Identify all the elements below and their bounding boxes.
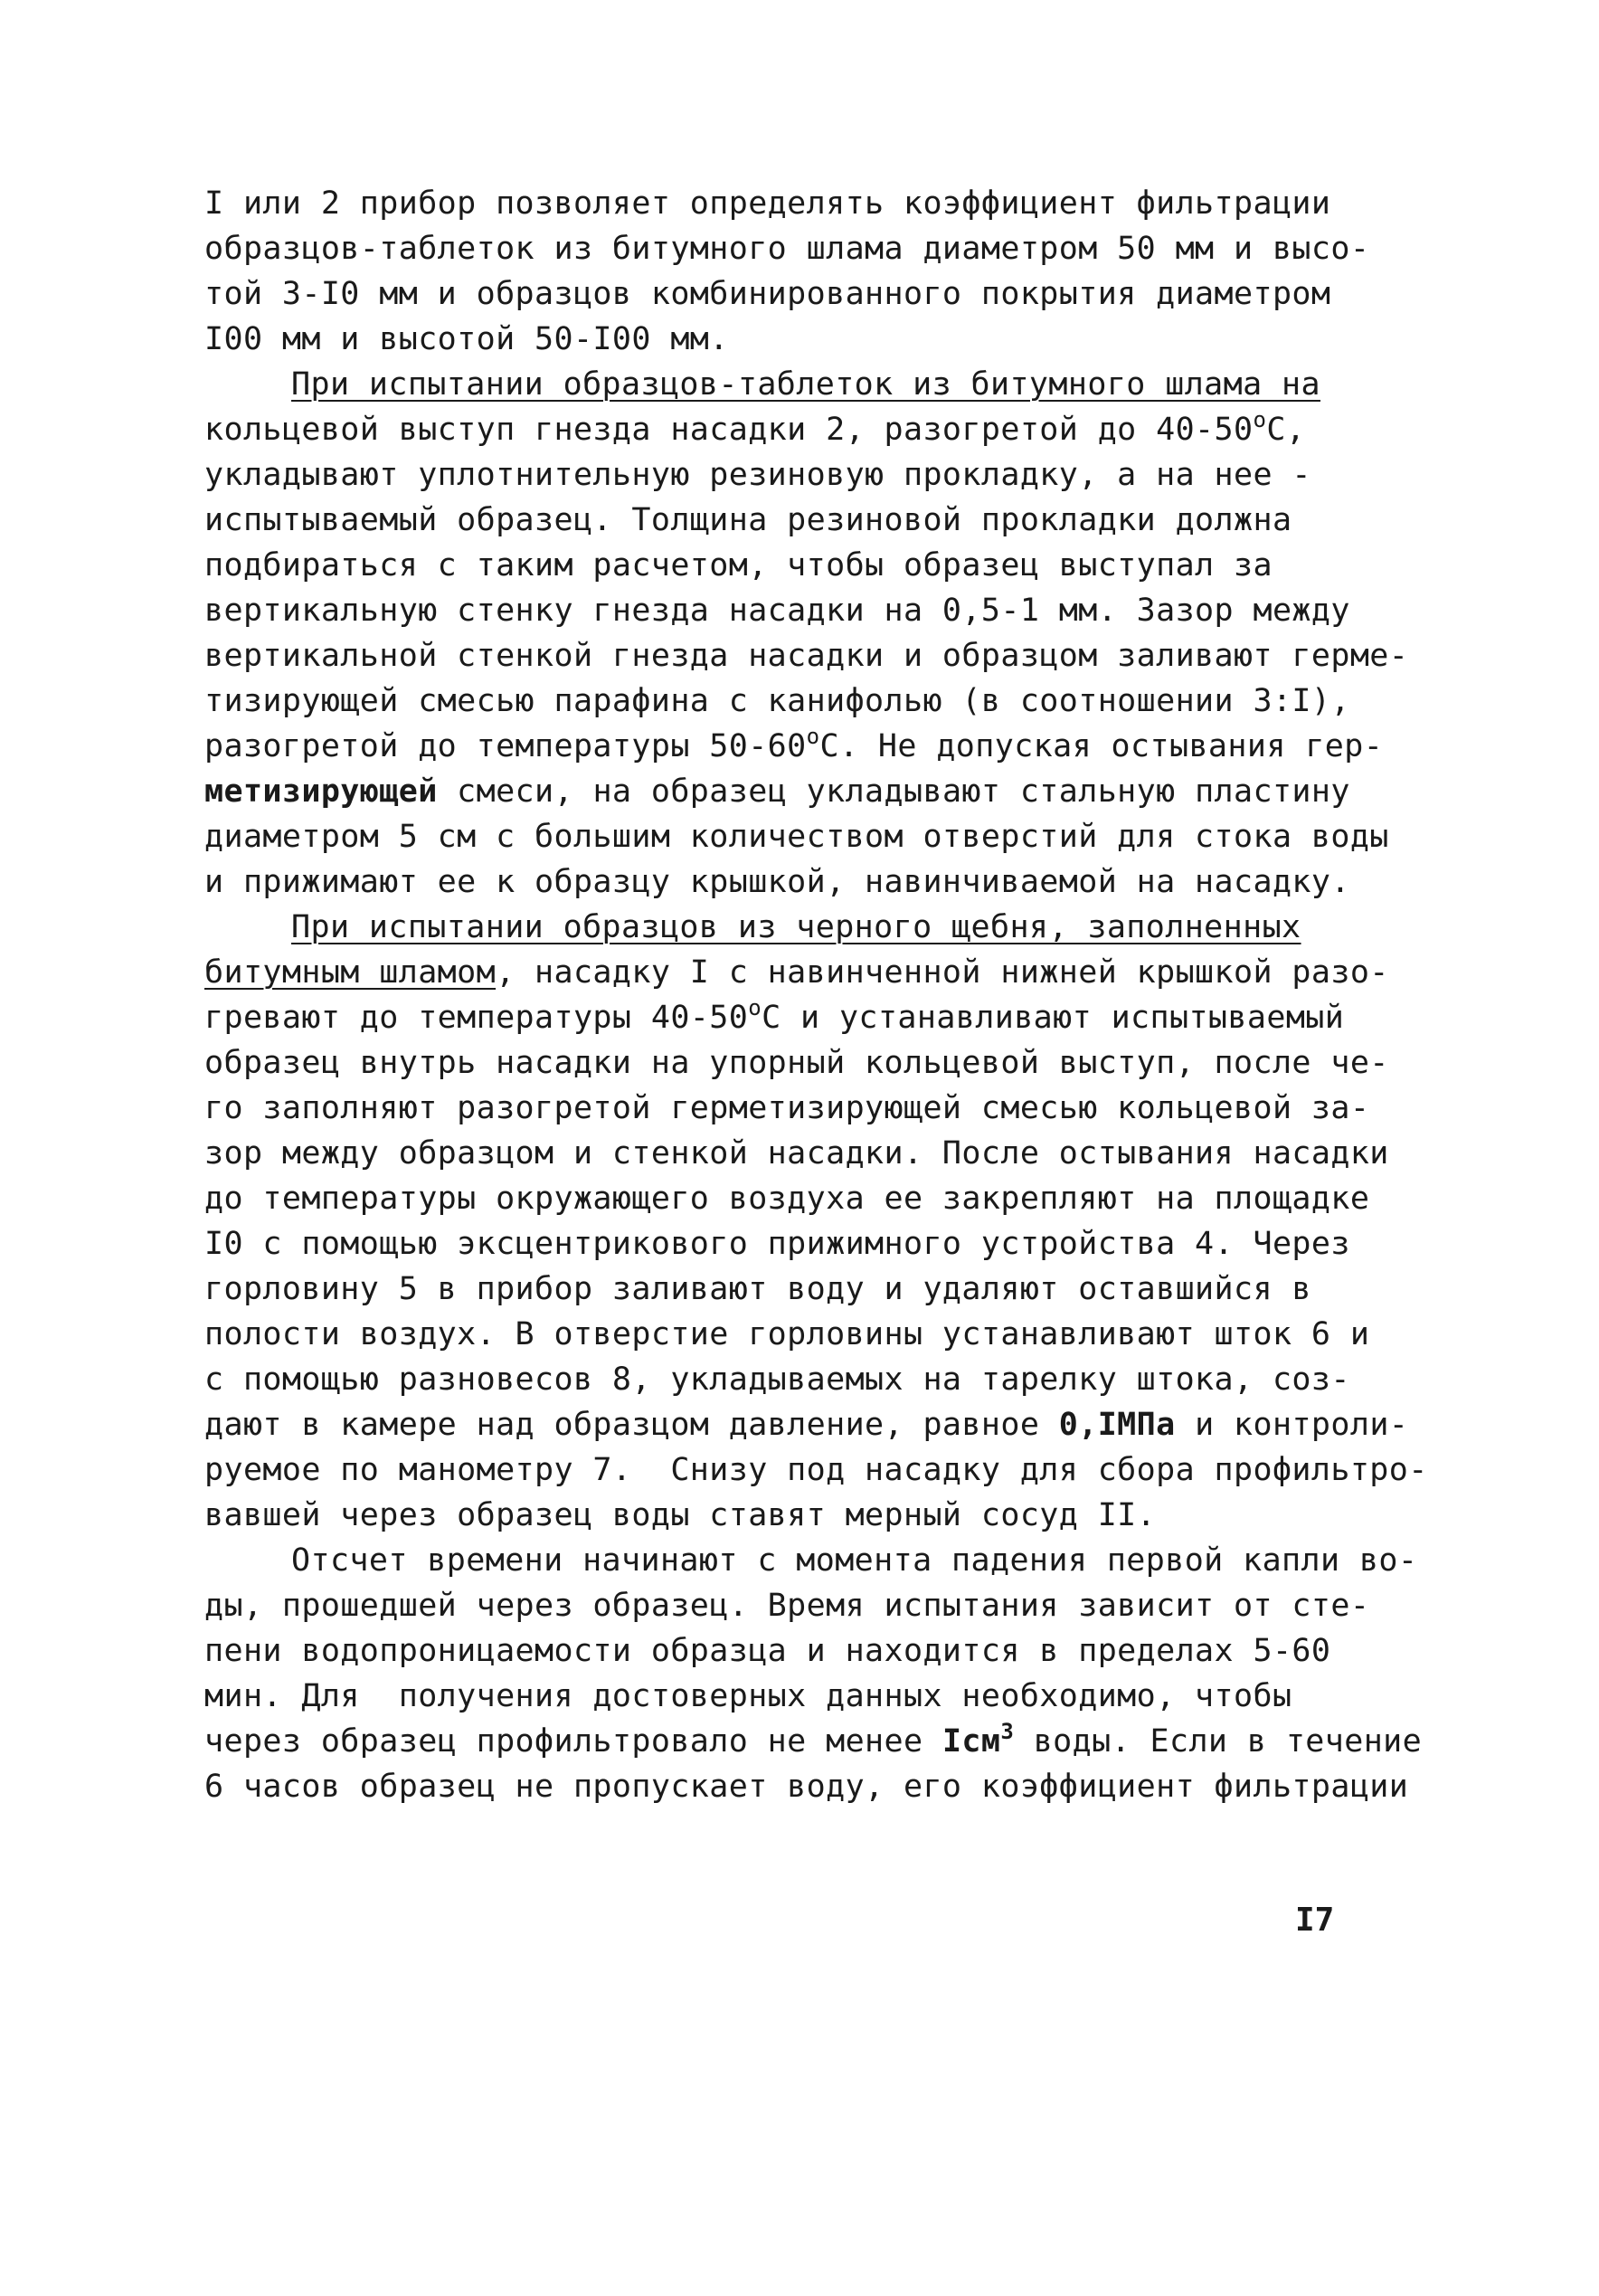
text-fragment: разогретой до температуры 50-60 [204,728,807,764]
text-line [204,1402,1409,1447]
page-number: I7 [1295,1902,1335,1939]
underlined-heading: битумным шламом [204,954,497,991]
text-line [204,950,1389,995]
text-fragment: , насадку I с навинченной нижней крышкой разо- [496,954,1389,991]
text-line [204,769,1380,814]
text-line: подбираться с таким расчетом, чтобы образец выступал за [204,547,1273,583]
volume-value: Iсм [941,1723,1001,1760]
text-line: зор между образцом и стенкой насадки. После остывания насадки [204,1135,1389,1172]
bold-word: метизирующей [204,773,438,810]
text-line: горловину 5 в прибор заливают воду и удаляют оставшийся в [204,1271,1311,1307]
text-line: до температуры окружающего воздуха ее закрепляют на площадке [204,1181,1370,1217]
text-line: полости воздух. В отверстие горловины устанавливают шток 6 и [204,1316,1370,1352]
text-line [204,407,1380,452]
text-line: пени водопроницаемости образца и находится в пределах 5-60 [204,1633,1331,1669]
text-fragment: С, [1266,412,1306,448]
text-line [204,995,1380,1040]
pressure-value: 0,IМПа [1058,1407,1176,1443]
text-line: Отсчет времени начинают с момента падения первой капли во- [291,1542,1418,1579]
text-line: 6 часов образец не пропускает воду, его коэффициент фильтрации [204,1769,1409,1805]
text-line [204,1719,1423,1764]
text-fragment: воды. Если в течение [1014,1723,1423,1760]
text-fragment: дают в камере над образцом давление, равное [204,1407,1059,1443]
text-line: вертикальную стенку гнезда насадки на 0,5-1 мм. Зазор между [204,593,1350,629]
text-line: тизирующей смесью парафина с канифолью (в соотношении 3:I), [204,683,1350,719]
text-line [204,905,1380,950]
text-fragment: гревают до температуры 40-50 [204,1000,749,1036]
text-line: диаметром 5 см с большим количеством отверстий для стока воды [204,819,1389,855]
text-line: и прижимают ее к образцу крышкой, навинчиваемой на насадку. [204,864,1350,900]
text-line [204,724,1384,769]
text-fragment: С. Не допуская остывания гер- [819,728,1384,764]
text-line: укладывают уплотнительную резиновую прокладку, а на нее - [204,457,1311,493]
text-line: образец внутрь насадки на упорный кольцевой выступ, после че- [204,1045,1389,1081]
text-fragment: смеси, на образец укладывают стальную пластину [437,773,1350,810]
degree-mark: о [748,995,762,1020]
text-line [204,362,1380,407]
text-fragment: через образец профильтровало не менее [204,1723,942,1760]
cube-mark: 3 [1000,1719,1015,1744]
text-line: I или 2 прибор позволяет определять коэффициент фильтрации [204,185,1331,222]
body-text [204,181,1428,1809]
text-line: мин. Для получения достоверных данных необходимо, чтобы [204,1678,1292,1714]
text-line: I0 с помощью эксцентрикового прижимного устройства 4. Через [204,1226,1350,1262]
text-line: I00 мм и высотой 50-I00 мм. [204,321,729,357]
text-fragment: кольцевой выступ гнезда насадки 2, разогретой до 40-50 [204,412,1254,448]
text-line: вавшей через образец воды ставят мерный сосуд II. [204,1497,1157,1533]
text-line: образцов-таблеток из битумного шлама диаметром 50 мм и высо- [204,231,1370,267]
text-line: руемое по манометру 7. Снизу под насадку для сбора профильтро- [204,1452,1428,1488]
text-line: ды, прошедшей через образец. Время испытания зависит от сте- [204,1588,1370,1624]
underlined-heading: При испытании образцов-таблеток из битумного шлама на [291,366,1321,403]
text-line: испытываемый образец. Толщина резиновой прокладки должна [204,502,1292,538]
degree-mark: о [806,724,820,749]
text-line: той 3-I0 мм и образцов комбинированного покрытия диаметром [204,276,1331,312]
text-fragment: и контроли- [1175,1407,1409,1443]
text-fragment: С и устанавливают испытываемый [762,1000,1345,1036]
degree-mark: о [1253,407,1267,432]
text-line: вертикальной стенкой гнезда насадки и образцом заливают герме- [204,638,1409,674]
underlined-heading: При испытании образцов из черного щебня, заполненных [291,909,1301,945]
text-line: го заполняют разогретой герметизирующей смесью кольцевой за- [204,1090,1370,1126]
text-line: с помощью разновесов 8, укладываемых на тарелку штока, соз- [204,1361,1350,1398]
